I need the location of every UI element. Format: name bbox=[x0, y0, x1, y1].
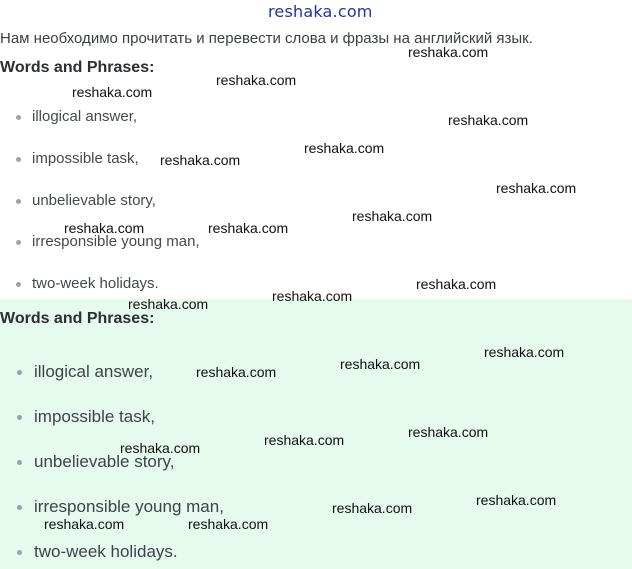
watermark: reshaka.com bbox=[272, 288, 353, 304]
watermark: reshaka.com bbox=[120, 440, 201, 456]
bullet-icon bbox=[16, 282, 21, 287]
watermark: reshaka.com bbox=[304, 140, 385, 156]
section-heading: Words and Phrases: bbox=[0, 310, 155, 327]
watermark: reshaka.com bbox=[408, 44, 489, 60]
watermark: reshaka.com bbox=[264, 432, 345, 448]
list-item-text: irresponsible young man, bbox=[34, 497, 224, 516]
watermark: reshaka.com bbox=[448, 112, 529, 128]
list-item-text: illogical answer, bbox=[34, 362, 154, 381]
list-item bbox=[0, 407, 155, 427]
watermark: reshaka.com bbox=[416, 276, 497, 292]
watermark: reshaka.com bbox=[72, 84, 153, 100]
bullet-icon bbox=[17, 505, 22, 510]
list-item bbox=[0, 362, 153, 382]
bullet-icon bbox=[17, 550, 22, 555]
section-heading: Words and Phrases: bbox=[0, 59, 155, 76]
bullet-icon bbox=[16, 240, 21, 245]
watermark: reshaka.com bbox=[352, 208, 433, 224]
list-item-text: two-week holidays. bbox=[34, 542, 178, 561]
list-item bbox=[0, 192, 156, 209]
watermark: reshaka.com bbox=[340, 356, 421, 372]
watermark: reshaka.com bbox=[160, 152, 241, 168]
watermark: reshaka.com bbox=[496, 180, 577, 196]
list-item bbox=[0, 542, 178, 562]
bullet-icon bbox=[16, 157, 21, 162]
bullet-icon bbox=[17, 370, 22, 375]
list-item-text: impossible task, bbox=[32, 150, 139, 167]
bullet-icon bbox=[16, 115, 21, 120]
watermark: reshaka.com bbox=[484, 344, 565, 360]
watermark: reshaka.com bbox=[208, 220, 289, 236]
watermark: reshaka.com bbox=[216, 72, 297, 88]
intro-text: Нам необходимо прочитать и перевести слова и фразы на английский язык. bbox=[0, 30, 533, 47]
list-item-text: illogical answer, bbox=[32, 108, 138, 125]
bullet-icon bbox=[16, 199, 21, 204]
list-item bbox=[0, 108, 137, 125]
watermark: reshaka.com bbox=[44, 516, 125, 532]
watermark: reshaka.com bbox=[128, 296, 209, 312]
list-item-text: impossible task, bbox=[34, 407, 155, 426]
words-section-2 bbox=[0, 299, 632, 569]
watermark: reshaka.com bbox=[64, 220, 145, 236]
list-item bbox=[0, 452, 175, 472]
list-item bbox=[0, 233, 200, 250]
list-item bbox=[0, 150, 139, 167]
list-item bbox=[0, 275, 159, 292]
watermark: reshaka.com bbox=[476, 492, 557, 508]
watermark: reshaka.com bbox=[408, 424, 489, 440]
list-item-text: irresponsible young man, bbox=[32, 233, 200, 250]
watermark: reshaka.com bbox=[188, 516, 269, 532]
list-item-text: unbelievable story, bbox=[34, 452, 175, 471]
bullet-icon bbox=[17, 415, 22, 420]
site-logo[interactable]: reshaka.com bbox=[268, 2, 373, 21]
list-item-text: unbelievable story, bbox=[32, 192, 156, 209]
watermark: reshaka.com bbox=[196, 364, 277, 380]
bullet-icon bbox=[17, 460, 22, 465]
list-item-text: two-week holidays. bbox=[32, 275, 159, 292]
watermark: reshaka.com bbox=[332, 500, 413, 516]
list-item bbox=[0, 497, 224, 517]
